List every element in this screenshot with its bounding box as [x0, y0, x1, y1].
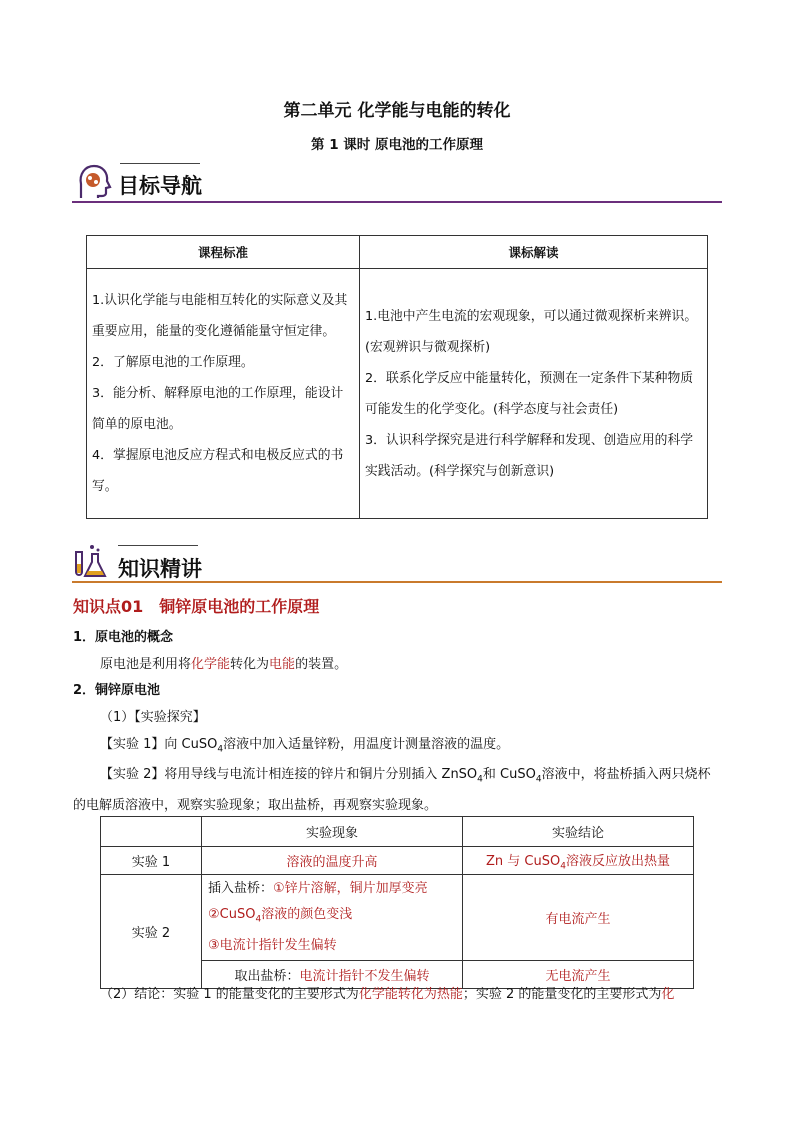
experiment-1-text: 【实验 1】向 CuSO$_4$溶液中加入适量锌粉，用温度计测量溶液的温度。 [100, 737, 510, 755]
section-deco-line [118, 545, 198, 546]
conclusion-cell: 无电流产生 [463, 960, 694, 988]
standards-cell [87, 269, 360, 519]
table-header: 实验结论 [463, 817, 694, 847]
section-rule-purple [72, 201, 722, 203]
section-title-goals: 目标导航 [118, 174, 202, 198]
subsection-title: 1．原电池的概念 [73, 630, 174, 645]
list-item: 3．认识科学探究是进行科学解释和发现、创造应用的科学实践活动。(科学探究与创新意识) [365, 432, 694, 479]
table-header: 课程标准 [87, 236, 360, 269]
experiment-heading: （1）【实验探究】 [100, 710, 206, 725]
unit-title: 第二单元 化学能与电能的转化 [283, 101, 511, 121]
list-item: 1.电池中产生电流的宏观现象，可以通过微观探析来辨识。(宏观辨识与微观探析) [365, 308, 698, 355]
conclusion-cell: Zn 与 CuSO$_4$溶液反应放出热量 [463, 847, 694, 875]
interpretation-cell [360, 269, 708, 519]
subsection-title: 2．铜锌原电池 [73, 683, 161, 698]
list-item: 2．了解原电池的工作原理。 [92, 355, 254, 370]
section-deco-line [120, 163, 200, 164]
table-header [101, 817, 202, 847]
list-item: 1.认识化学能与电能相互转化的实际意义及其重要应用，能量的变化遵循能量守恒定律。 [92, 293, 348, 339]
conclusion-cell: 有电流产生 [463, 875, 694, 961]
table-header: 课标解读 [360, 236, 708, 269]
row-label: 实验 1 [101, 847, 202, 875]
list-item: 3．能分析、解释原电池的工作原理，能设计简单的原电池。 [92, 386, 344, 432]
experiment-2-text: 【实验 2】将用导线与电流计相连接的锌片和铜片分别插入 ZnSO$_4$和 CuSO$_4$溶液中，将盐桥插入两只烧杯的电解质溶液中，观察实验现象；取出盐桥，再观察实验现象。 [73, 767, 711, 813]
lesson-title: 第 1 课时 原电池的工作原理 [311, 137, 483, 153]
experiment-table [100, 816, 694, 989]
brain-head-icon [73, 162, 113, 202]
paragraph: 原电池是利用将化学能转化为电能的装置。 [100, 657, 348, 672]
phenomenon-cell: 取出盐桥：电流计指针不发生偏转 [202, 960, 463, 988]
phenomenon-cell: 溶液的温度升高 [202, 847, 463, 875]
phenomenon-cell: 插入盐桥：①锌片溶解，铜片加厚变亮 ②CuSO$_4$溶液的颜色变浅 ③电流计指针发生偏转 [202, 875, 463, 961]
section-title-knowledge: 知识精讲 [118, 557, 202, 581]
section-rule-orange [72, 581, 722, 583]
conclusion-text: （2）结论：实验 1 的能量变化的主要形式为化学能转化为热能；实验 2 的能量变化的主要形式为化 [100, 987, 675, 1002]
row-label: 实验 2 [101, 875, 202, 989]
curriculum-table [86, 235, 708, 519]
list-item: 2．联系化学反应中能量转化，预测在一定条件下某种物质可能发生的化学变化。(科学态度与社会责任) [365, 370, 694, 417]
flask-icon [70, 542, 112, 582]
table-header: 实验现象 [202, 817, 463, 847]
knowledge-point-title: 知识点01 铜锌原电池的工作原理 [73, 597, 320, 616]
list-item: 4．掌握原电池反应方程式和电极反应式的书写。 [92, 448, 344, 494]
